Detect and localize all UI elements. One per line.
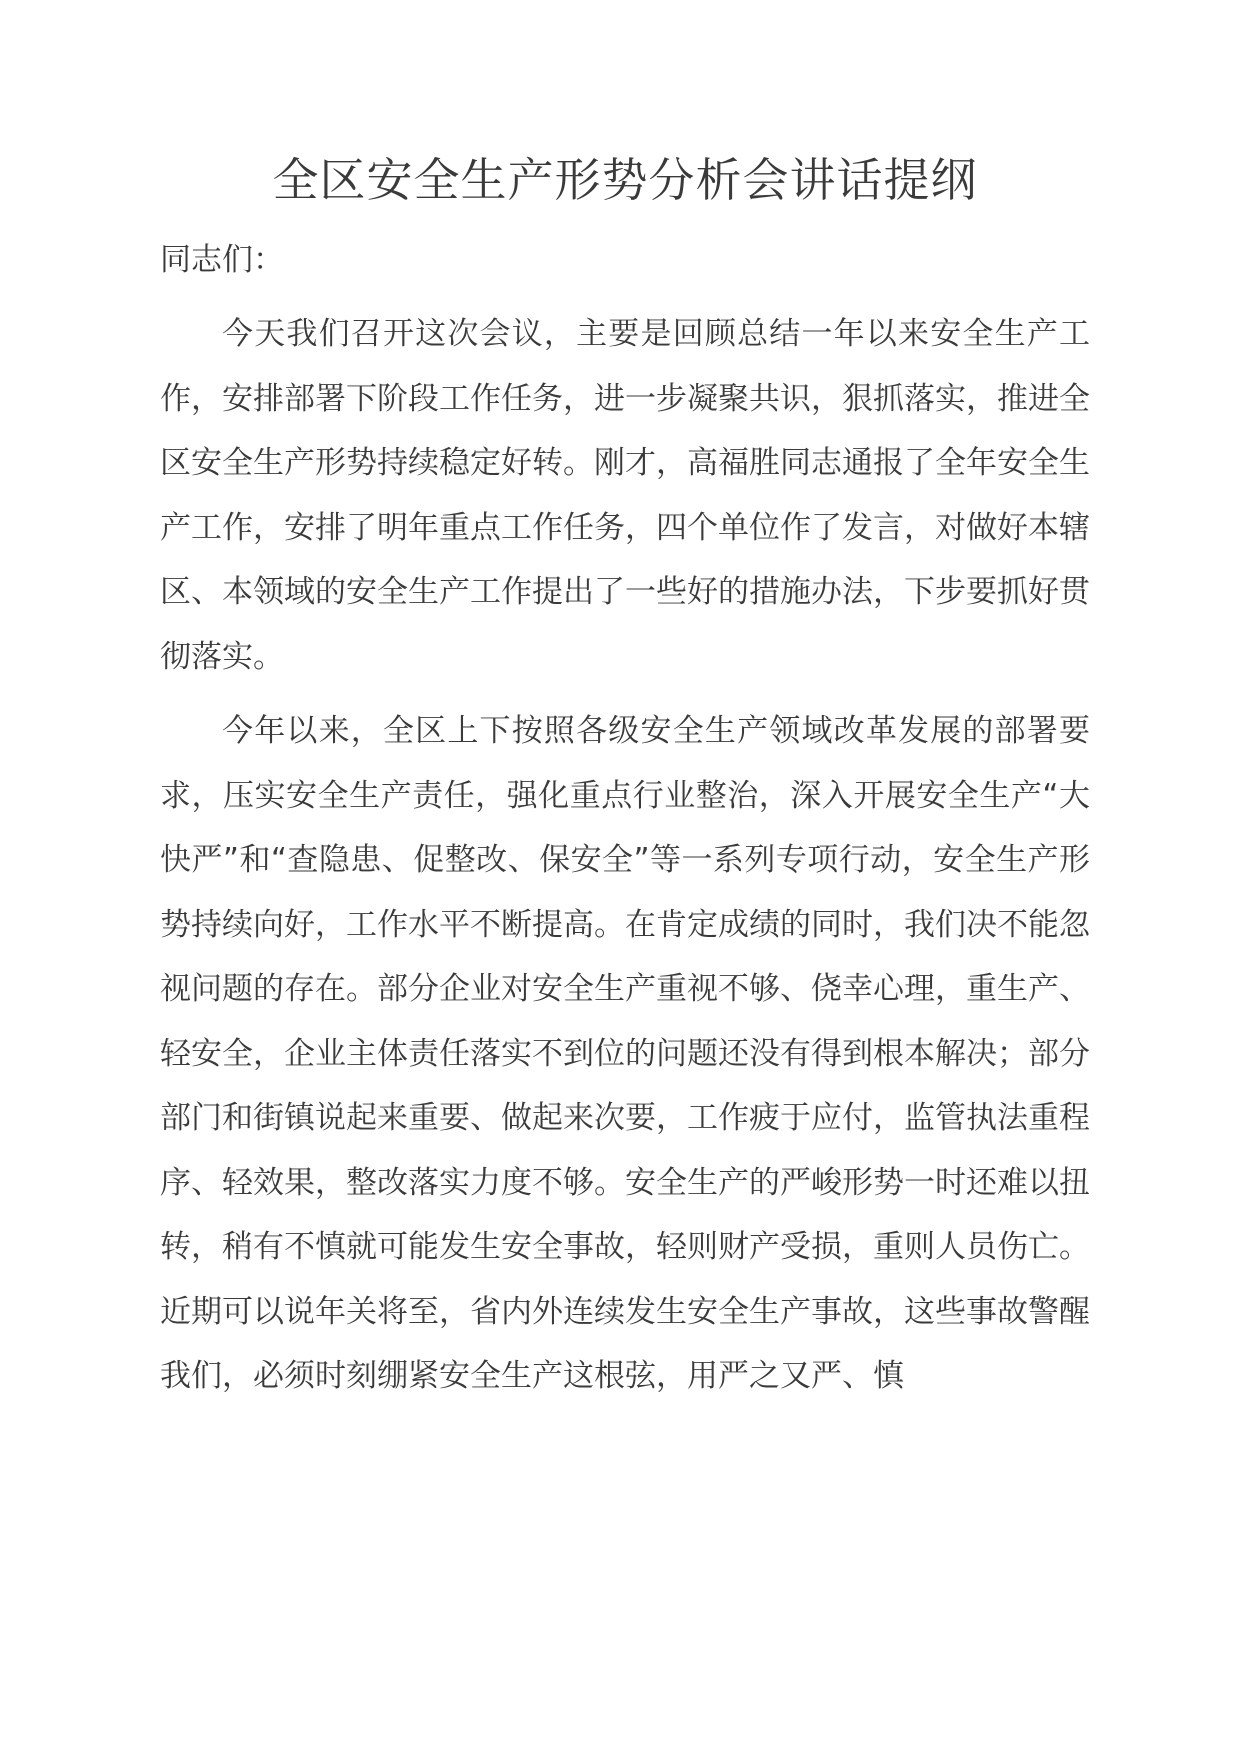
document-title: 全区安全生产形势分析会讲话提纲: [272, 153, 978, 207]
document-page: [160, 150, 1090, 1419]
paragraph-1: 今天我们召开这次会议，主要是回顾总结一年以来安全生产工作，安排部署下阶段工作任务，进一步凝聚共识，狠抓落实，推进全区安全生产形势持续稳定好转。刚才，高福胜同志通报了全年安全生产工作，安排了明年重点工作任务，四个单位作了发言，对做好本辖区、本领域的安全生产工作提出了一些好的措施办法，下步要抓好贯彻落实。: [160, 316, 1090, 675]
paragraph-2: 今年以来，全区上下按照各级安全生产领域改革发展的部署要求，压实安全生产责任，强化重点行业整治，深入开展安全生产“大快严”和“查隐患、促整改、保安全”等一系列专项行动，安全生产形势持续向好，工作水平不断提高。在肯定成绩的同时，我们决不能忽视问题的存在。部分企业对安全生产重视不够、侥幸心理，重生产、轻安全，企业主体责任落实不到位的问题还没有得到根本解决；部分部门和街镇说起来重要、做起来次要，工作疲于应付，监管执法重程序、轻效果，整改落实力度不够。安全生产的严峻形势一时还难以扭转，稍有不慎就可能发生安全事故，轻则财产受损，重则人员伤亡。近期可以说年关将至，省内外连续发生安全生产事故，这些事故警醒我们，必须时刻绷紧安全生产这根弦，用严之又严、慎: [160, 713, 1090, 1394]
salutation: 同志们：: [160, 242, 284, 278]
